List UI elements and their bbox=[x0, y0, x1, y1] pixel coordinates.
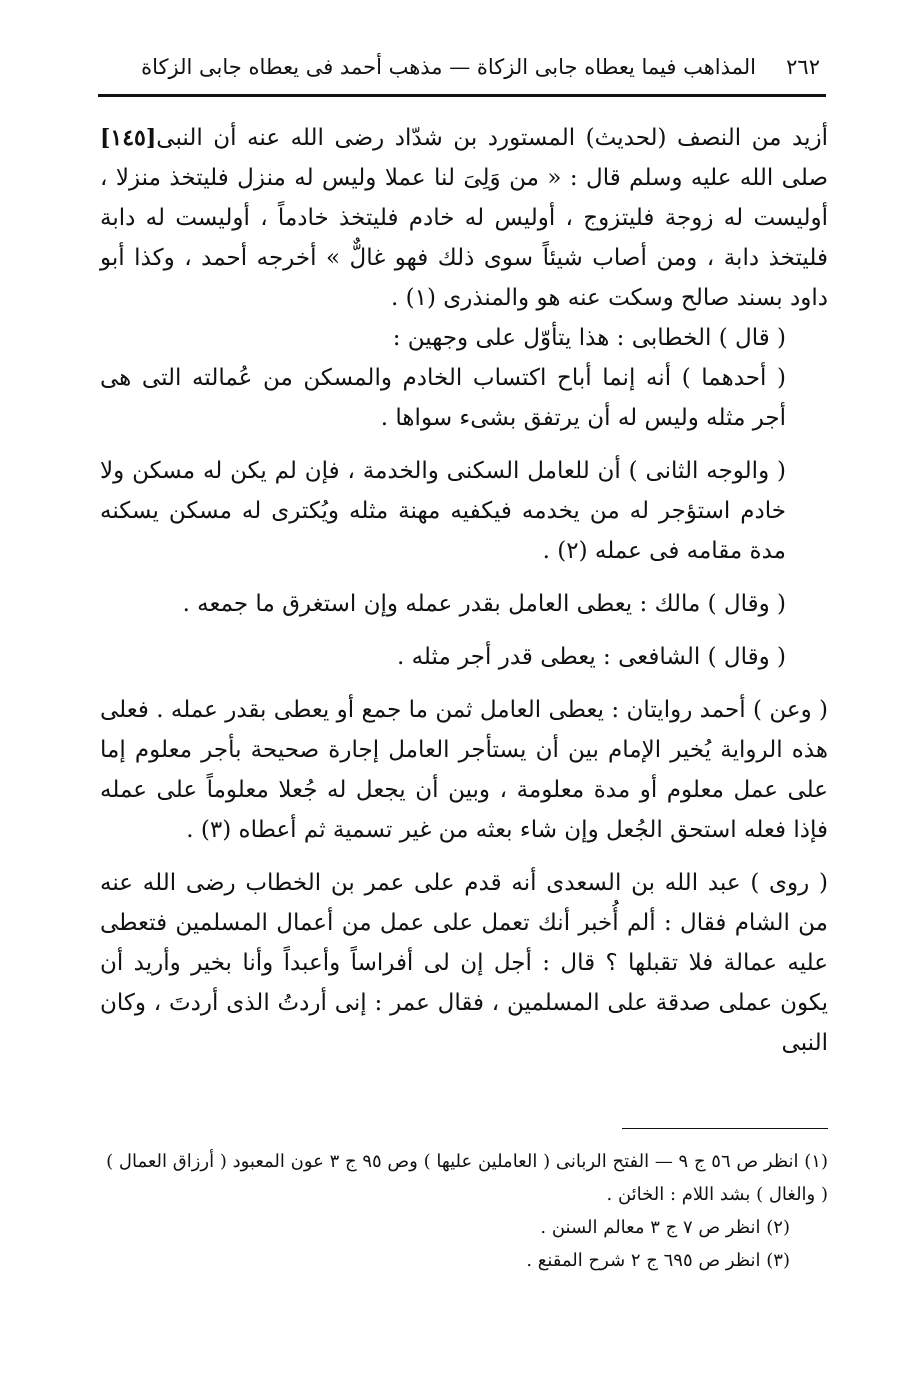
header-rule bbox=[98, 94, 826, 97]
paragraph-khattabi: ( قال ) الخطابى : هذا يتأوّل على وجهين : bbox=[392, 325, 786, 351]
paragraph-malik: ( وقال ) مالك : يعطى العامل بقدر عمله وإن استغرق ما جمعه . bbox=[182, 591, 786, 617]
main-text bbox=[100, 118, 828, 1063]
footnote-3: (٣) انظر ص ٦٩٥ ج ٢ شرح المقنع . bbox=[526, 1250, 790, 1271]
footnote-1: (١) انظر ص ٥٦ ج ٩ — الفتح الربانى ( العاملين عليها ) وص ٩٥ ج ٣ عون المعبود ( أرزاق العمال ) ( والغال ) بشد اللام : الخائن . bbox=[106, 1151, 828, 1205]
margin-marker: [١٤٥] bbox=[100, 125, 157, 151]
paragraph-narration: ( روى ) عبد الله بن السعدى أنه قدم على عمر بن الخطاب رضى الله عنه من الشام فقال : ألم أُخبر أنك تعمل على عمل من أعمال المسلمين فتعطى عليه عمالة فلا تقبلها ؟ قال : أجل إن لى أفراساً وأعبداً وأنا بخير وأريد أن يكون عملى صدقة على المسلمين ، فقال عمر : إنى أردتُ الذى أردتَ ، وكان النبى bbox=[100, 870, 828, 1056]
paragraph-hadith-text: أزيد من النصف (لحديث) المستورد بن شدّاد رضى الله عنه أن النبى صلى الله عليه وسلم قال : « من وَلِىَ لنا عملا وليس له منزل فليتخذ منزلا ، أوليست له زوجة فليتزوج ، أوليس له خادم فليتخذ خادماً ، أوليست له دابة فليتخذ دابة ، ومن أصاب شيئاً سوى ذلك فهو غالٌّ » أخرجه أحمد ، وكذا أبو داود بسند صالح وسكت عنه هو والمنذرى (١) . bbox=[100, 125, 828, 311]
paragraph-first-interpretation: ( أحدهما ) أنه إنما أباح اكتساب الخادم والمسكن من عُمالته التى هى أجر مثله وليس له أن يرتفق بشىء سواها . bbox=[100, 365, 786, 431]
footnotes bbox=[100, 1145, 828, 1277]
paragraph-hadith bbox=[100, 118, 828, 318]
page-header bbox=[100, 55, 820, 91]
running-title: المذاهب فيما يعطاه جابى الزكاة — مذهب أحمد فى يعطاه جابى الزكاة bbox=[141, 55, 756, 79]
footnote-rule bbox=[622, 1128, 828, 1129]
paragraph-ahmad: ( وعن ) أحمد روايتان : يعطى العامل ثمن ما جمع أو يعطى بقدر عمله . فعلى هذه الرواية يُخير الإمام بين أن يستأجر العامل إجارة صحيحة بأجر معلوم إما على عمل معلوم أو مدة معلومة ، وبين أن يجعل له جُعلا معلوماً على عمله فإذا فعله استحق الجُعل وإن شاء بعثه من غير تسمية ثم أعطاه (٣) . bbox=[100, 697, 828, 843]
footnote-2: (٢) انظر ص ٧ ج ٣ معالم السنن . bbox=[540, 1217, 790, 1238]
paragraph-shafii: ( وقال ) الشافعى : يعطى قدر أجر مثله . bbox=[396, 644, 786, 670]
paragraph-second-interpretation: ( والوجه الثانى ) أن للعامل السكنى والخدمة ، فإن لم يكن له مسكن ولا خادم استؤجر له من يخدمه فيكفيه مهنة مثله ويُكترى له مسكن يسكنه مدة مقامه فى عمله (٢) . bbox=[100, 458, 786, 564]
page-number: ٢٦٢ bbox=[786, 55, 820, 79]
